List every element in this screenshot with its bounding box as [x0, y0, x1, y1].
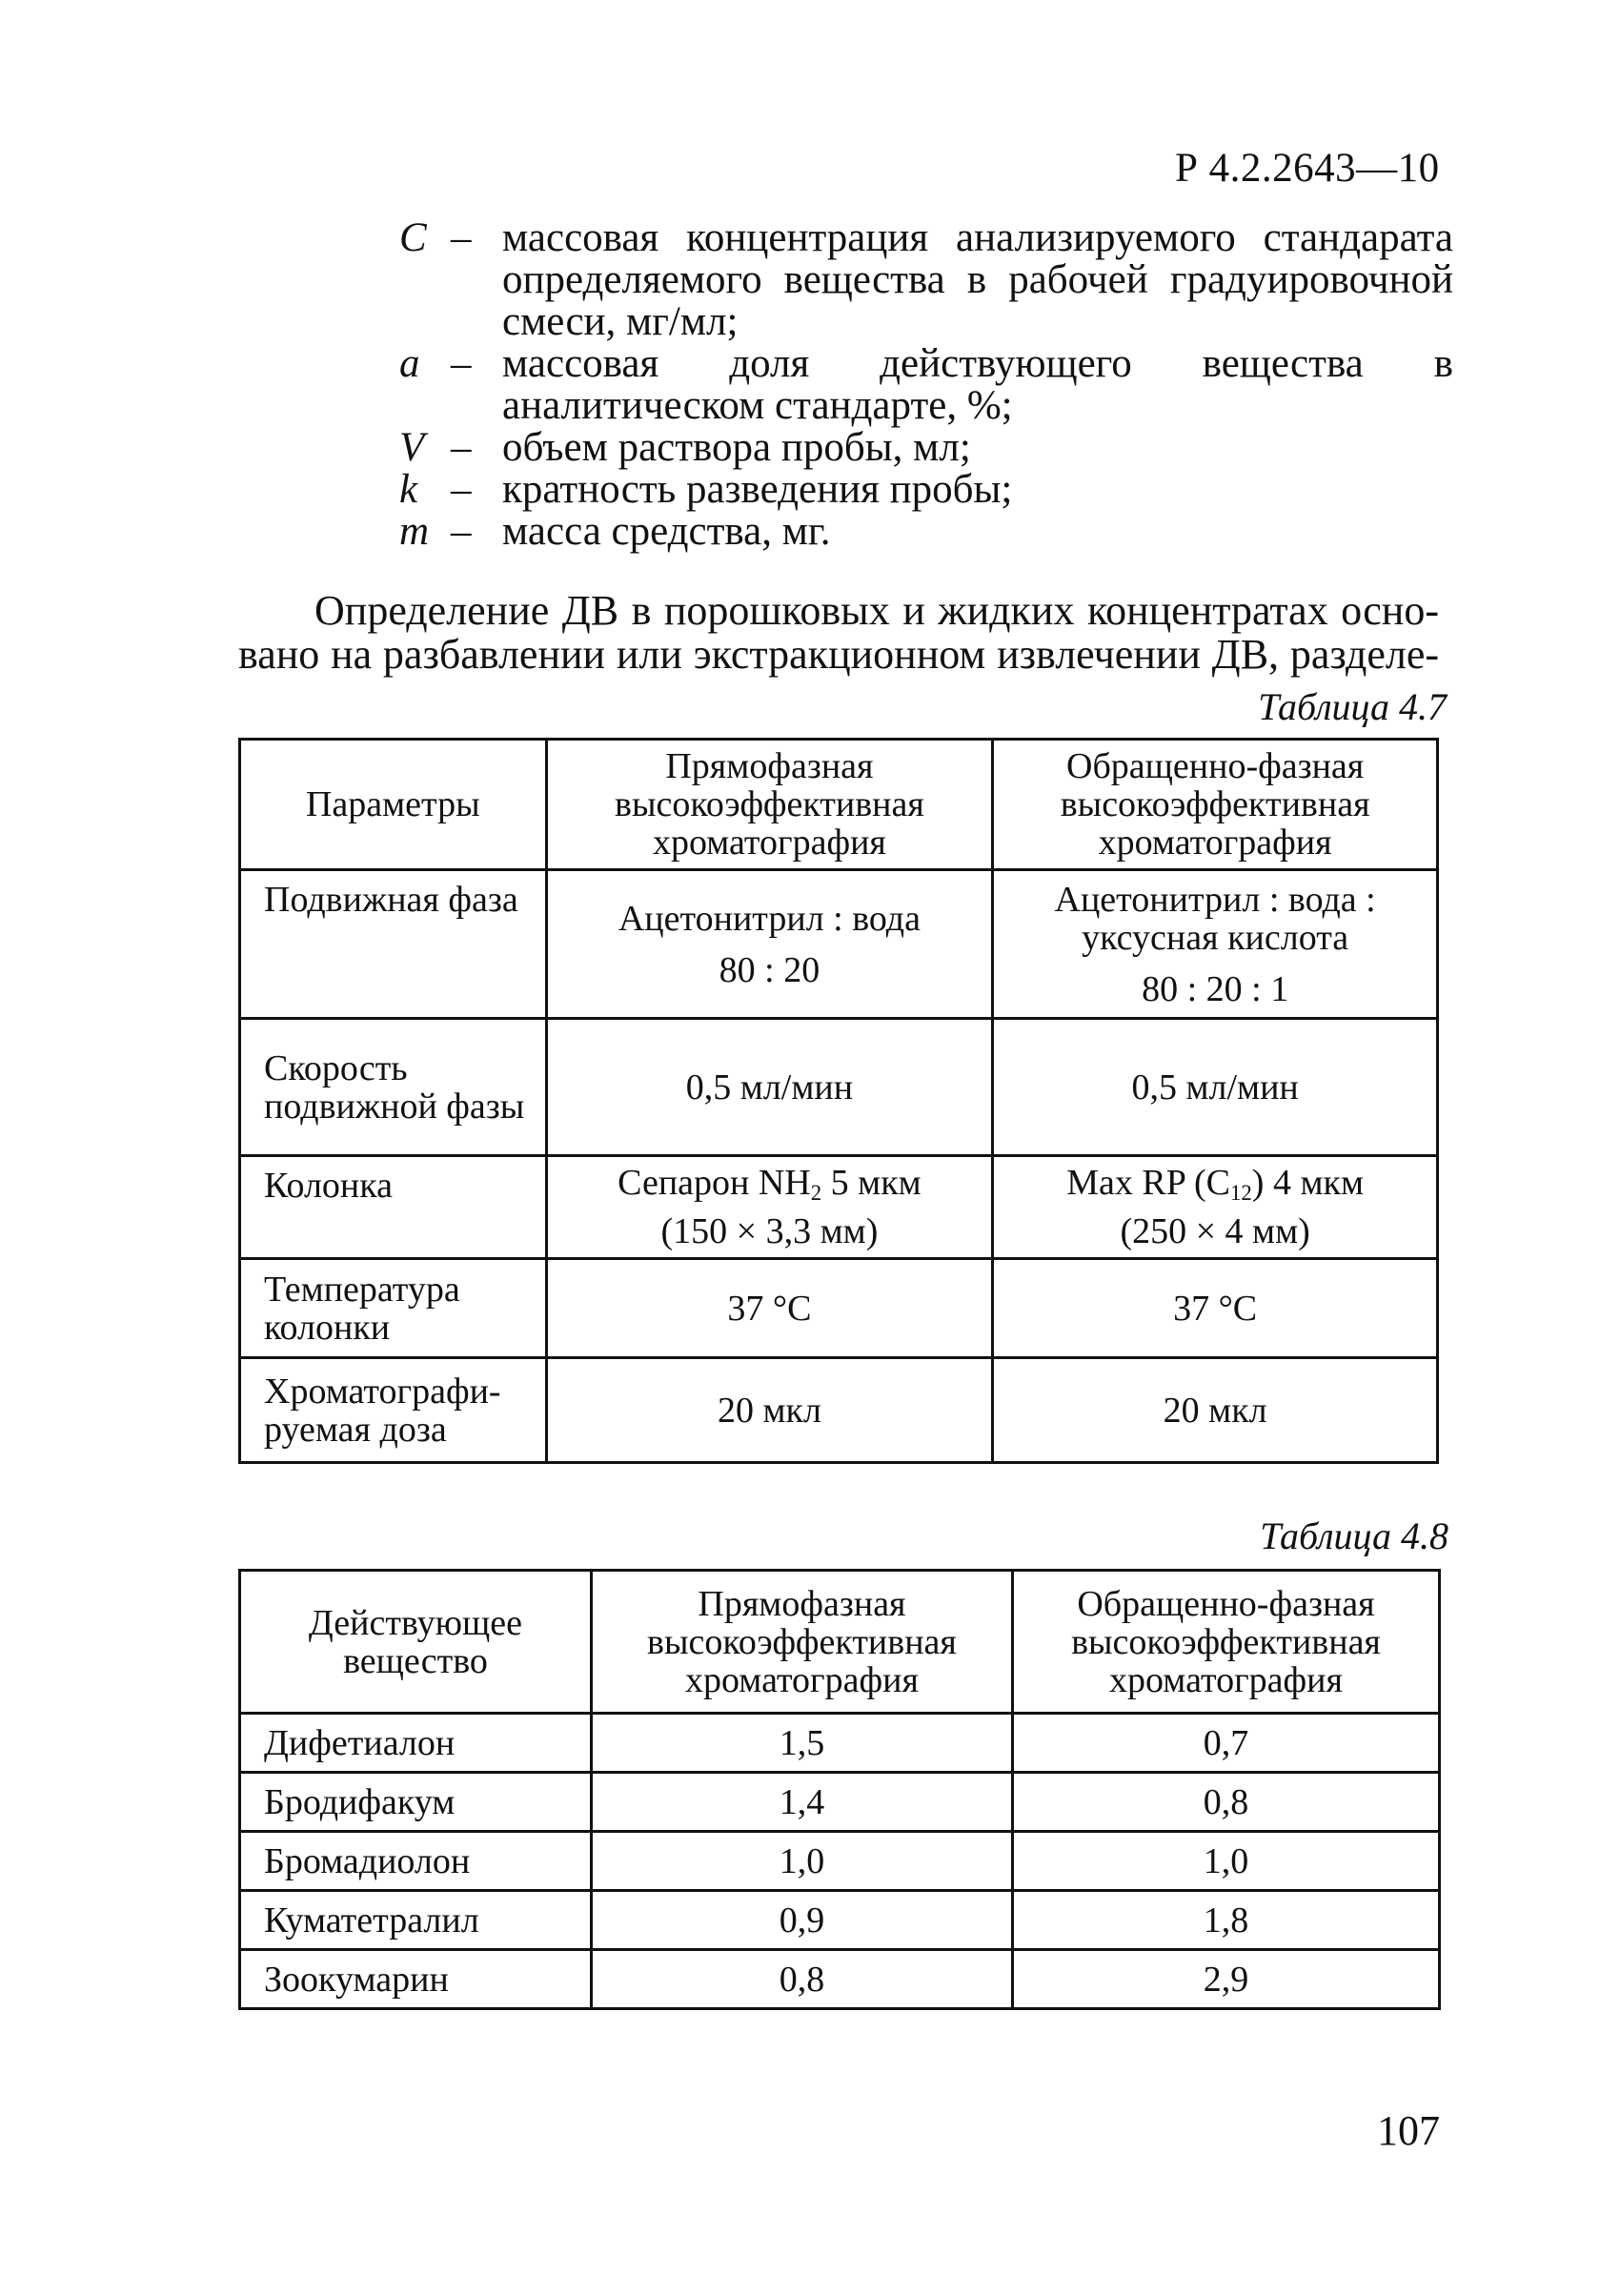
definition-dash: –: [451, 425, 472, 470]
definition-dash: –: [451, 467, 472, 512]
paragraph-line: Определение ДВ в порошковых и жидких концентратах осно-: [314, 587, 1439, 634]
value-cell: 0,9: [591, 1891, 1012, 1950]
retention-table: [238, 1569, 1441, 2010]
cell-line: 80 : 20 : 1: [1142, 968, 1289, 1009]
definition-item: [386, 217, 1453, 343]
param-cell: [240, 1358, 547, 1463]
cell-line: Max RP (C: [1066, 1163, 1230, 1203]
value-cell: 1,5: [591, 1714, 1012, 1773]
param-cell: Колонка: [240, 1156, 547, 1259]
running-header: Р 4.2.2643—10: [1175, 146, 1440, 191]
table-row: [240, 1891, 1440, 1950]
table-row: [240, 1714, 1440, 1773]
value-cell: 2,9: [1013, 1950, 1440, 2009]
value-cell: 1,0: [1013, 1832, 1440, 1891]
param-cell: Температура колонки: [240, 1259, 547, 1358]
definition-symbol: а: [399, 341, 420, 386]
definition-symbol: m: [399, 509, 430, 554]
body-paragraph: [238, 589, 1439, 677]
value-cell: 0,5 мл/мин: [993, 1019, 1438, 1156]
table-header-row: [240, 740, 1438, 870]
substance-cell: Бродифакум: [240, 1773, 592, 1832]
value-cell: 0,8: [1013, 1773, 1440, 1832]
value-cell: 1,4: [591, 1773, 1012, 1832]
table-row: [240, 1773, 1440, 1832]
table-row: [240, 1259, 1438, 1358]
chromatography-conditions-table: [238, 738, 1439, 1464]
value-cell: 1,8: [1013, 1891, 1440, 1950]
value-cell: 37 °С: [546, 1259, 993, 1358]
table-caption: Таблица 4.7: [1258, 685, 1447, 728]
table-row: [240, 1358, 1438, 1463]
value-cell: 0,7: [1013, 1714, 1440, 1773]
definition-item: [386, 511, 1453, 553]
table-row: [240, 1832, 1440, 1891]
cell-line: руемая доза: [264, 1409, 447, 1450]
page-number: 107: [1377, 2107, 1440, 2154]
cell-line: 5 мкм: [821, 1163, 921, 1203]
definition-dash: –: [451, 341, 472, 386]
value-cell: 0,5 мл/мин: [546, 1019, 993, 1156]
variable-definitions: [386, 217, 1453, 553]
cell-line: Ацетонитрил : вода : уксусная кислота: [1054, 879, 1376, 958]
cell-line: Хроматографи-: [264, 1371, 501, 1412]
cell-line: 80 : 20: [719, 949, 820, 990]
value-cell: [993, 1156, 1438, 1259]
header-cell: Прямофазная высокоэффективная хроматография: [546, 740, 993, 870]
substance-cell: Бромадиолон: [240, 1832, 592, 1891]
value-cell: 1,0: [591, 1832, 1012, 1891]
value-cell: 37 °С: [993, 1259, 1438, 1358]
definition-item: [386, 469, 1453, 511]
table-row: [240, 870, 1438, 1019]
definition-text: масса средства, мг.: [502, 509, 831, 554]
subscript: 2: [810, 1181, 822, 1205]
paragraph-line: вано на разбавлении или экстракционном извлечении ДВ, разделе-: [238, 631, 1439, 678]
definition-dash: –: [451, 509, 472, 554]
definition-item: [386, 343, 1453, 427]
header-cell: Действующее вещество: [240, 1571, 592, 1714]
cell-line: Ацетонитрил : вода: [618, 898, 921, 939]
definition-text: объем раствора пробы, мл;: [502, 425, 971, 470]
cell-line: (150 × 3,3 мм): [660, 1211, 879, 1251]
value-cell: [993, 870, 1438, 1019]
substance-cell: Зоокумарин: [240, 1950, 592, 2009]
subscript: 12: [1230, 1181, 1252, 1205]
cell-line: Сепарон NH: [618, 1163, 811, 1203]
definition-text: массовая концентрация анализируемого стандарата определяемого вещества в рабочей градуировочной смеси, мг/мл;: [502, 215, 1453, 344]
value-cell: 0,8: [591, 1950, 1012, 2009]
header-cell: Прямофазная высокоэффективная хроматография: [591, 1571, 1012, 1714]
value-cell: 20 мкл: [993, 1358, 1438, 1463]
param-cell: Подвижная фаза: [240, 870, 547, 1019]
value-cell: 20 мкл: [546, 1358, 993, 1463]
table-row: [240, 1950, 1440, 2009]
table-header-row: [240, 1571, 1440, 1714]
param-cell: Скорость подвижной фазы: [240, 1019, 547, 1156]
header-cell: Обращенно-фазная высокоэффективная хроматография: [1013, 1571, 1440, 1714]
definition-symbol: С: [399, 215, 427, 260]
header-cell: Параметры: [240, 740, 547, 870]
value-cell: [546, 1156, 993, 1259]
table-row: [240, 1156, 1438, 1259]
table-row: [240, 1019, 1438, 1156]
substance-cell: Куматетралил: [240, 1891, 592, 1950]
definition-item: [386, 427, 1453, 469]
definition-text: кратность разведения пробы;: [502, 467, 1013, 512]
substance-cell: Дифетиалон: [240, 1714, 592, 1773]
value-cell: [546, 870, 993, 1019]
header-cell: Обращенно-фазная высокоэффективная хроматография: [993, 740, 1438, 870]
definition-dash: –: [451, 215, 472, 260]
cell-line: (250 × 4 мм): [1120, 1211, 1310, 1251]
table-caption: Таблица 4.8: [1260, 1514, 1448, 1557]
definition-text: массовая доля действующего вещества в аналитическом стандарте, %;: [502, 341, 1453, 428]
definition-symbol: V: [399, 425, 425, 470]
definition-symbol: k: [399, 467, 418, 512]
cell-line: ) 4 мкм: [1251, 1163, 1365, 1203]
